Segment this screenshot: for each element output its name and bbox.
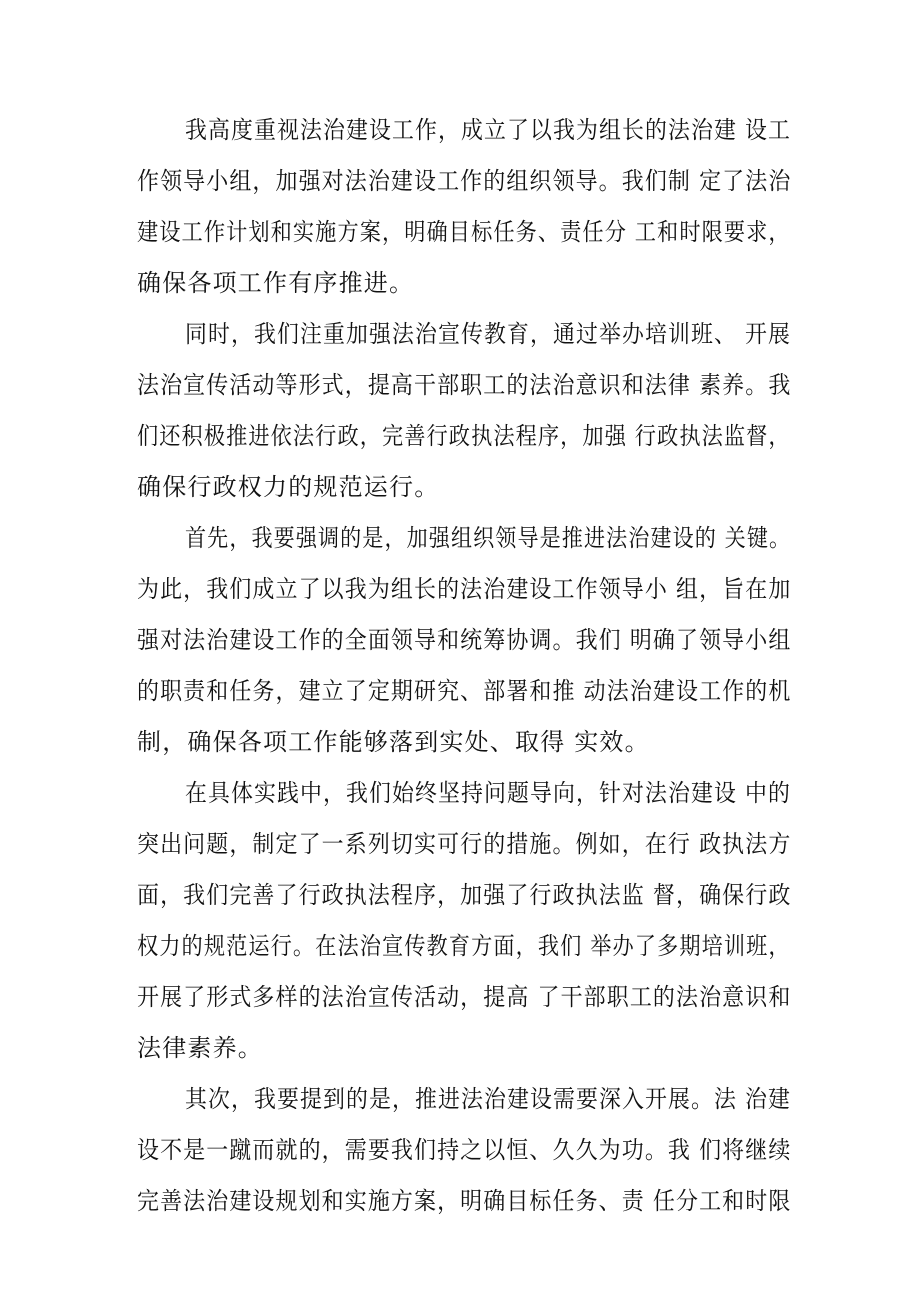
paragraph-4-line-2: 突出问题，制定了一系列切实可行的措施。例如，在行 政执法方	[137, 830, 792, 858]
paragraph-5-line-2: 设不是一蹴而就的，需要我们持之以恒、久久为功。我 们将继续	[137, 1136, 792, 1164]
paragraph-1-line-3: 建设工作计划和实施方案，明确目标任务、责任分 工和时限要求，	[137, 218, 791, 246]
paragraph-5-line-1: 其次，我要提到的是，推进法治建设需要深入开展。法 治建	[185, 1085, 792, 1113]
paragraph-1-line-1: 我高度重视法治建设工作，成立了以我为组长的法治建 设工	[185, 116, 792, 144]
paragraph-2-line-4: 确保行政权力的规范运行。	[137, 473, 440, 501]
paragraph-2-line-2: 法治宣传活动等形式，提高干部职工的法治意识和法律 素养。我	[137, 371, 792, 399]
paragraph-4-line-4: 权力的规范运行。在法治宣传教育方面，我们 举办了多期培训班，	[137, 932, 791, 960]
paragraph-4-line-1: 在具体实践中，我们始终坚持问题导向，针对法治建设 中的	[185, 779, 792, 807]
paragraph-2-line-1: 同时，我们注重加强法治宣传教育，通过举办培训班、 开展	[185, 320, 792, 348]
paragraph-4-line-6: 法律素养。	[137, 1034, 263, 1062]
paragraph-1-line-2: 作领导小组，加强对法治建设工作的组织领导。我们制 定了法治	[137, 167, 792, 195]
paragraph-4-line-5: 开展了形式多样的法治宣传活动，提高 了干部职工的法治意识和	[137, 983, 792, 1011]
paragraph-5-line-3: 完善法治建设规划和实施方案，明确目标任务、责 任分工和时限	[137, 1187, 792, 1215]
paragraph-1-line-4: 确保各项工作有序推进。	[137, 269, 415, 297]
paragraph-2-line-3: 们还积极推进依法行政，完善行政执法程序，加强 行政执法监督，	[137, 422, 791, 450]
paragraph-3-line-1: 首先，我要强调的是，加强组织领导是推进法治建设的 关键。	[185, 524, 792, 552]
paragraph-3-line-2: 为此，我们成立了以我为组长的法治建设工作领导小 组，旨在加	[137, 575, 792, 603]
paragraph-4-line-3: 面，我们完善了行政执法程序，加强了行政执法监 督，确保行政	[137, 881, 792, 909]
paragraph-3-line-4: 的职责和任务，建立了定期研究、部署和推 动法治建设工作的机	[137, 677, 792, 705]
paragraph-3-line-5: 制，确保各项工作能够落到实处、取得 实效。	[137, 728, 650, 756]
paragraph-3-line-3: 强对法治建设工作的全面领导和统筹协调。我们 明确了领导小组	[137, 626, 792, 654]
